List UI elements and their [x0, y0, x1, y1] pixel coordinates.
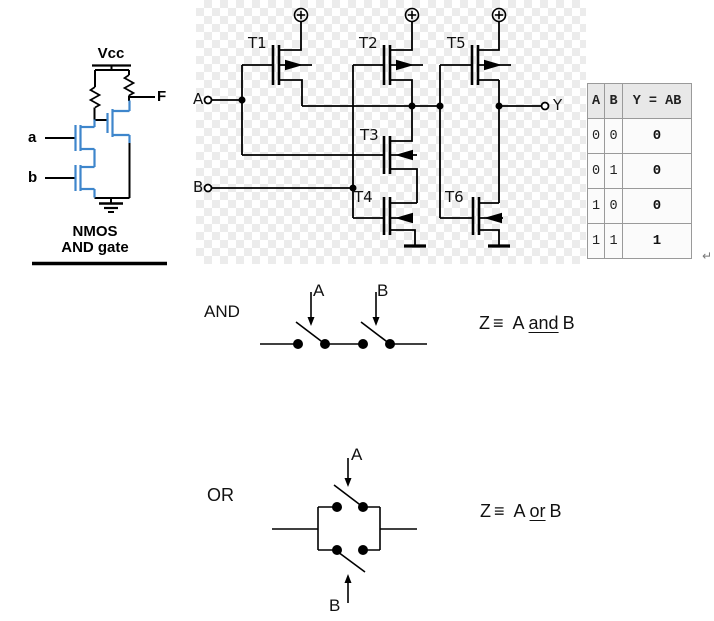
and-switch-diagram [260, 292, 427, 349]
cell: 1 [588, 224, 605, 259]
equiv-sign: ≡ [493, 313, 504, 333]
cell: 1 [623, 224, 692, 259]
transistor-t3 [384, 106, 417, 203]
contact-dots [332, 502, 368, 555]
input-b-label: b [28, 169, 38, 186]
pullup-resistor-left [91, 70, 100, 121]
return-mark: ↵ [702, 249, 713, 263]
cell: 1 [605, 224, 623, 259]
cell: 0 [588, 119, 605, 154]
supply-terminal-t1 [295, 9, 308, 22]
switch-a-blade [296, 322, 323, 343]
body-arrow-left [484, 213, 502, 223]
transistor-t5 [440, 22, 511, 85]
header-a: A [588, 84, 605, 119]
nmos-transistors-blue [76, 101, 130, 198]
or-switch-diagram [272, 458, 417, 603]
transistor-output [108, 101, 130, 144]
transistor-a [76, 120, 95, 168]
junction-dots [239, 97, 503, 192]
table-row [588, 119, 692, 154]
table-row [588, 189, 692, 224]
cell: 0 [623, 189, 692, 224]
cell: 0 [588, 154, 605, 189]
truth-table [587, 83, 692, 259]
transistor-b [76, 165, 95, 198]
t4-label: T4 [354, 188, 373, 206]
formula-op: or [529, 501, 546, 521]
t2-label: T2 [359, 34, 378, 52]
terminal-y [542, 103, 549, 110]
output-f-label: F [157, 88, 167, 105]
formula-op: and [528, 313, 559, 333]
table-row [588, 224, 692, 259]
or-switch-b-label: B [329, 596, 341, 615]
formula-a: A [513, 501, 526, 521]
truth-table-header-row [588, 84, 692, 119]
or-switch-a-label: A [351, 445, 363, 464]
formula-lhs: Z [480, 501, 491, 521]
and-section-label: AND [204, 302, 240, 321]
equiv-sign: ≡ [494, 501, 505, 521]
io-terminals [205, 97, 549, 192]
formula-a: A [512, 313, 525, 333]
formula-b: B [549, 501, 562, 521]
vcc-label: Vcc [97, 45, 125, 62]
input-a-label: a [28, 129, 37, 146]
cell: 1 [605, 154, 623, 189]
formula-b: B [562, 313, 575, 333]
supply-terminal-t2 [406, 9, 419, 22]
formula-lhs: Z [479, 313, 490, 333]
t5-label: T5 [447, 34, 466, 52]
caption-nmos: NMOS [72, 223, 118, 240]
ground-symbol [99, 198, 123, 212]
header-b: B [605, 84, 623, 119]
t1-label: T1 [248, 34, 267, 52]
cmos-input-a-label: A [193, 90, 204, 108]
vcc-rail [92, 66, 131, 71]
or-formula [480, 502, 562, 520]
cmos-input-b-label: B [193, 178, 204, 196]
caption-and-gate: AND gate [61, 239, 129, 256]
body-arrow-left [395, 213, 413, 223]
cell: 0 [623, 154, 692, 189]
terminal-b [205, 185, 212, 192]
table-row [588, 154, 692, 189]
cmos-output-y-label: Y [553, 96, 563, 114]
cell: 0 [605, 119, 623, 154]
cell: 0 [623, 119, 692, 154]
terminal-a [205, 97, 212, 104]
supply-terminal-t5 [493, 9, 506, 22]
t3-label: T3 [360, 126, 379, 144]
and-switch-b-label: B [377, 281, 389, 300]
and-switch-a-label: A [313, 281, 325, 300]
or-section-label: OR [207, 485, 234, 505]
cell: 0 [605, 189, 623, 224]
body-arrow-right [484, 60, 502, 70]
switch-b-blade [338, 552, 365, 572]
and-formula [479, 314, 575, 332]
body-arrow-left [395, 150, 413, 160]
header-y: Y = AB [623, 84, 692, 119]
cell: 1 [588, 189, 605, 224]
body-arrow-right [285, 60, 303, 70]
t6-label: T6 [445, 188, 464, 206]
switch-b-blade [361, 322, 388, 343]
actuate-arrow-b [345, 574, 352, 603]
body-arrow-right [396, 60, 414, 70]
